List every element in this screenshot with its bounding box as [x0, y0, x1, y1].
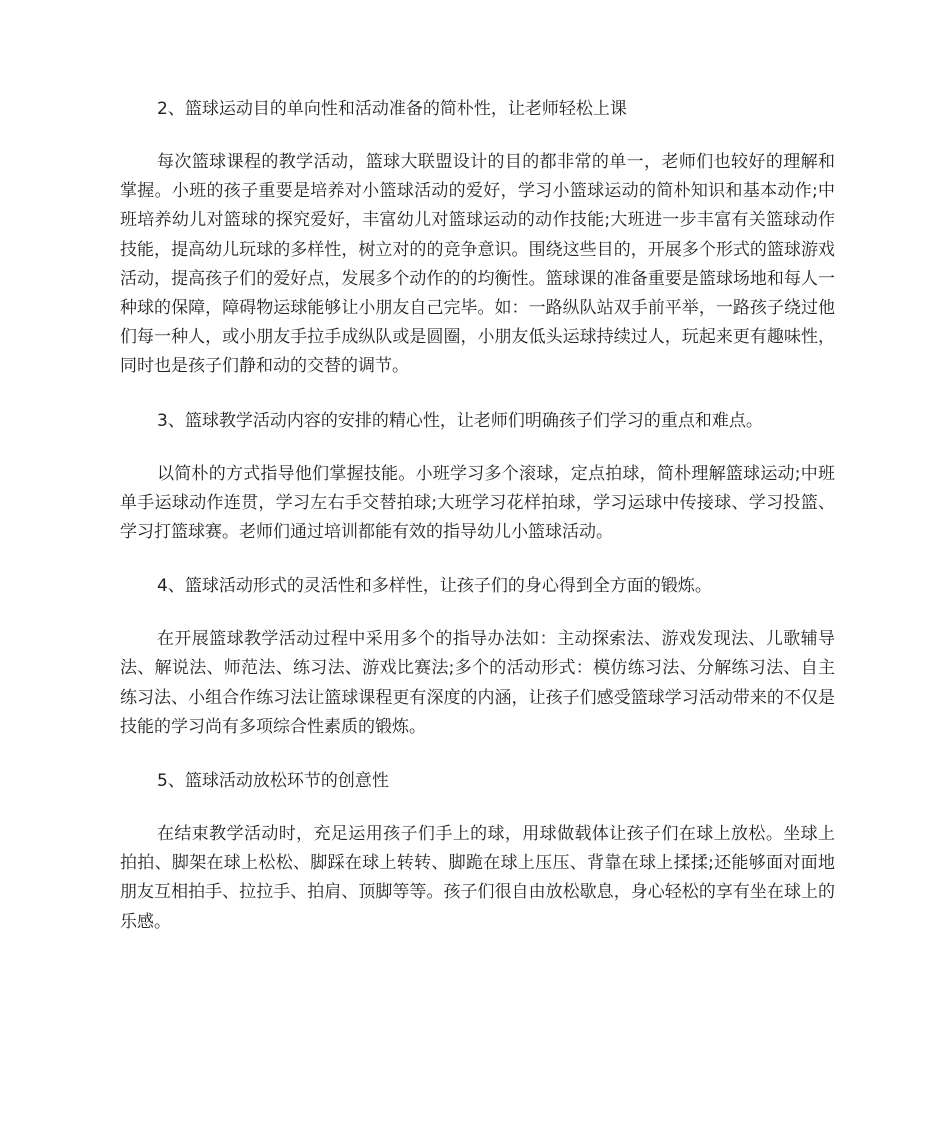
section-heading-5: 5、篮球活动放松环节的创意性: [157, 771, 389, 792]
section-body-4: 在开展篮球教学活动过程中采用多个的指导办法如：主动探索法、游戏发现法、儿歌辅导法、解说法、师范法、练习法、游戏比赛法;多个的活动形式：模仿练习法、分解练习法、自主练习法、小组合作练习法让篮球课程更有深度的内涵，让孩子们感受篮球学习活动带来的不仅是技能的学习尚有多项综合性素质的锻炼。: [120, 629, 835, 737]
section-body-5: 在结束教学活动时，充足运用孩子们手上的球，用球做载体让孩子们在球上放松。坐球上拍拍、脚架在球上松松、脚踩在球上转转、脚跪在球上压压、背靠在球上揉揉;还能够面对面地朋友互相拍手、拉拉手、拍肩、顶脚等等。孩子们很自由放松歇息，身心轻松的享有坐在球上的乐感。: [120, 824, 835, 932]
section-heading-2: 2、篮球运动目的单向性和活动准备的简朴性，让老师轻松上课: [157, 99, 627, 119]
section-body-3: 以简朴的方式指导他们掌握技能。小班学习多个滚球，定点拍球，简朴理解篮球运动;中班单手运球动作连贯，学习左右手交替拍球;大班学习花样拍球，学习运球中传接球、学习投篮、学习打篮球赛。老师们通过培训都能有效的指导幼儿小篮球活动。: [120, 463, 835, 543]
document-page: [120, 95, 835, 937]
section-heading-4: 4、篮球活动形式的灵活性和多样性，让孩子们的身心得到全方面的锻炼。: [157, 576, 712, 597]
section-heading-3: 3、篮球教学活动内容的安排的精心性，让老师们明确孩子们学习的重点和难点。: [157, 410, 763, 431]
section-body-2: 每次篮球课程的教学活动，篮球大联盟设计的目的都非常的单一，老师们也较好的理解和掌握。小班的孩子重要是培养对小篮球活动的爱好，学习小篮球运动的简朴知识和基本动作;中班培养幼儿对篮球的探究爱好，丰富幼儿对篮球运动的动作技能;大班进一步丰富有关篮球动作技能，提高幼儿玩球的多样性，树立对的的竞争意识。围绕这些目的，开展多个形式的篮球游戏活动，提高孩子们的爱好点，发展多个动作的的均衡性。篮球课的准备重要是篮球场地和每人一种球的保障，障碍物运球能够让小朋友自己完毕。如：一路纵队站双手前平举，一路孩子绕过他们每一种人，或小朋友手拉手成纵队或是圆圈，小朋友低头运球持续过人，玩起来更有趣味性，同时也是孩子们静和动的交替的调节。: [120, 152, 835, 377]
